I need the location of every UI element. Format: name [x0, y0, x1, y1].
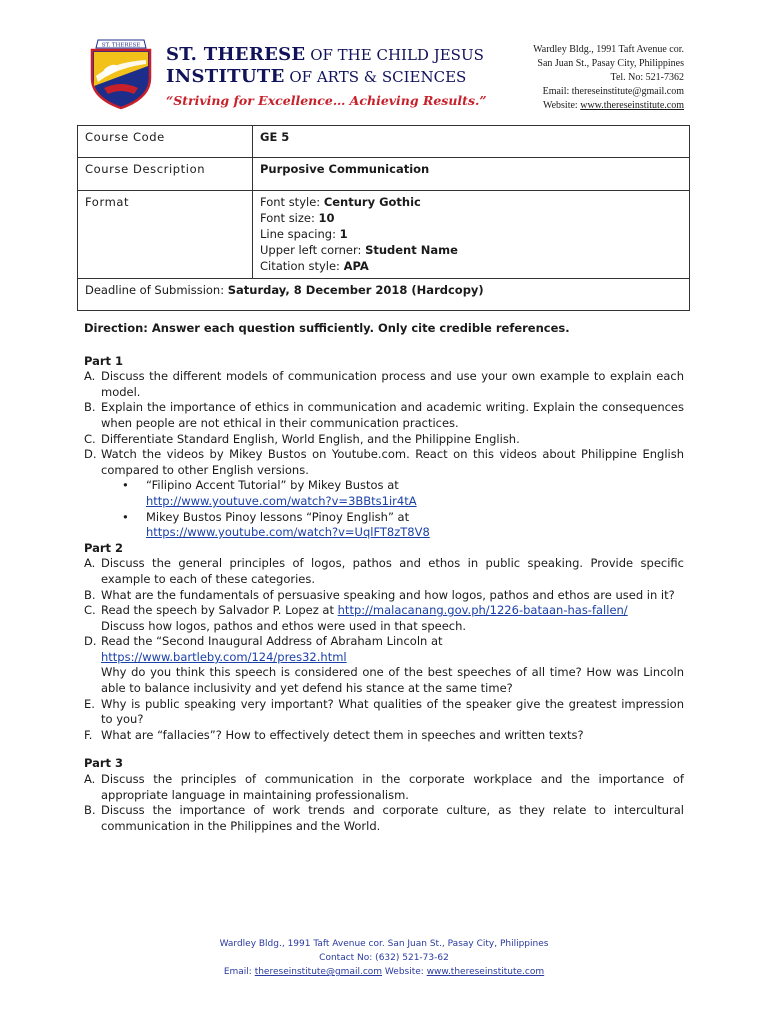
course-code-label: Course Code [78, 126, 253, 158]
part1-question-a: A. Discuss the different models of communication process and use your own example to explain each model. [84, 369, 684, 399]
part2-question-d: D. Read the “Second Inaugural Address of Abraham Lincoln at https://www.bartleby.com/124/pres32.html Why do you think this speech is considered one of the best speeches of all time? How was Lincoln able to balance inclusivity and yet defend his stance at the same time? [84, 634, 684, 696]
part1-video-list [84, 478, 684, 540]
letterhead [0, 0, 768, 120]
header-email: Email: thereseinstitute@gmail.com [542, 86, 684, 97]
part2-questions [84, 556, 684, 743]
assignment-content [84, 321, 684, 834]
header-website-link[interactable]: www.thereseinstitute.com [580, 100, 684, 111]
course-code-value: GE 5 [253, 126, 690, 158]
part2-question-f: F. What are “fallacies”? How to effectively detect them in speeches and written texts? [84, 727, 584, 742]
video-link-accent-tutorial[interactable]: http://www.youtuve.com/watch?v=3BBts1ir4tA [146, 493, 417, 508]
speech-link-lincoln[interactable]: https://www.bartleby.com/124/pres32.html [101, 649, 347, 664]
header-address-line2: San Juan St., Pasay City, Philippines [537, 58, 684, 69]
course-code-row [78, 126, 690, 158]
part1-questions [84, 369, 684, 478]
deadline-row [78, 279, 690, 311]
course-info-table [77, 125, 690, 311]
part3-title: Part 3 [84, 756, 124, 771]
video-item-accent-tutorial: • “Filipino Accent Tutorial” by Mikey Bustos at http://www.youtuve.com/watch?v=3BBts1ir4tA [84, 478, 684, 509]
format-value [253, 191, 690, 279]
part1-question-d: D. Watch the videos by Mikey Bustos on Youtube.com. React on this videos about Philippine English compared to other English versions. [84, 447, 684, 477]
video-item-pinoy-english: • Mikey Bustos Pinoy lessons “Pinoy English” at https://www.youtube.com/watch?v=UqlFT8zT8V8 [84, 510, 684, 541]
school-name-line2-big: INSTITUTE [166, 66, 285, 87]
school-motto: “Striving for Excellence… Achieving Results.” [166, 93, 487, 108]
part2-question-a: A. Discuss the general principles of logos, pathos and ethos in public speaking. Provide specific example to each of these categories. [84, 556, 684, 586]
part3-question-b: B. Discuss the importance of work trends and corporate culture, as they relate to intercultural communication in the Philippines and the World. [84, 803, 684, 833]
bullet-icon: • [122, 478, 129, 493]
part1-title: Part 1 [84, 353, 124, 368]
bullet-icon: • [122, 509, 129, 524]
format-row [78, 191, 690, 279]
header-website-label: Website: [542, 100, 581, 111]
format-citation-style: Citation style: APA [260, 259, 369, 273]
footer-email-link[interactable]: thereseinstitute@gmail.com [254, 967, 383, 977]
part2-question-e: E. Why is public speaking very important? What qualities of the speaker give the greatest impression to you? [84, 696, 684, 727]
school-name-line2-small: OF ARTS & SCIENCES [284, 68, 467, 86]
footer-email-website: Email: thereseinstitute@gmail.com Website: www.thereseinstitute.com [223, 967, 545, 977]
course-description-row [78, 158, 690, 191]
format-font-size: Font size: 10 [260, 211, 335, 225]
format-font-style: Font style: Century Gothic [260, 195, 421, 209]
format-upper-left-corner: Upper left corner: Student Name [260, 243, 458, 257]
video-link-pinoy-english[interactable]: https://www.youtube.com/watch?v=UqlFT8zT8V8 [146, 525, 430, 540]
school-logo [84, 36, 158, 110]
part3-question-a: A. Discuss the principles of communication in the corporate workplace and the importance of appropriate language in maintaining professionalism. [84, 772, 684, 802]
school-name [166, 44, 484, 88]
course-description-label: Course Description [78, 158, 253, 191]
part2-title: Part 2 [84, 540, 124, 555]
footer-contact: Contact No: (632) 521-73-62 [319, 953, 449, 963]
school-name-line1-small: OF THE CHILD JESUS [305, 46, 484, 64]
part3-questions [84, 772, 684, 834]
logo-text: ST. THERESE [101, 42, 141, 49]
deadline-label: Deadline of Submission: [85, 283, 228, 297]
speech-link-bataan[interactable]: http://malacanang.gov.ph/1226-bataan-has-fallen/ [337, 603, 628, 618]
footer-website-link[interactable]: www.thereseinstitute.com [426, 967, 545, 977]
part2-question-c: C. Read the speech by Salvador P. Lopez at http://malacanang.gov.ph/1226-bataan-has-fallen/ Discuss how logos, pathos and ethos were used in that speech. [84, 603, 628, 633]
part1-question-c: C. Differentiate Standard English, World English, and the Philippine English. [84, 431, 520, 446]
part1-question-b: B. Explain the importance of ethics in communication and academic writing. Explain the consequences when people are not ethical in their communication practices. [84, 400, 684, 430]
format-label: Format [78, 191, 253, 279]
part2-question-b: B. What are the fundamentals of persuasive speaking and how logos, pathos and ethos are used in it? [84, 587, 675, 602]
course-description-value: Purposive Communication [253, 158, 690, 191]
header-address-line1: Wardley Bldg., 1991 Taft Avenue cor. [533, 44, 684, 55]
page-footer [0, 937, 768, 979]
header-contact-block [533, 43, 684, 113]
school-name-line1-big: ST. THERESE [166, 44, 306, 65]
deadline-value: Saturday, 8 December 2018 (Hardcopy) [227, 283, 484, 297]
direction-text: Direction: Answer each question sufficiently. Only cite credible references. [84, 321, 570, 335]
footer-address: Wardley Bldg., 1991 Taft Avenue cor. San Juan St., Pasay City, Philippines [219, 939, 549, 949]
format-line-spacing: Line spacing: 1 [260, 227, 348, 241]
deadline-cell [78, 279, 690, 311]
header-tel: Tel. No: 521-7362 [610, 72, 684, 83]
